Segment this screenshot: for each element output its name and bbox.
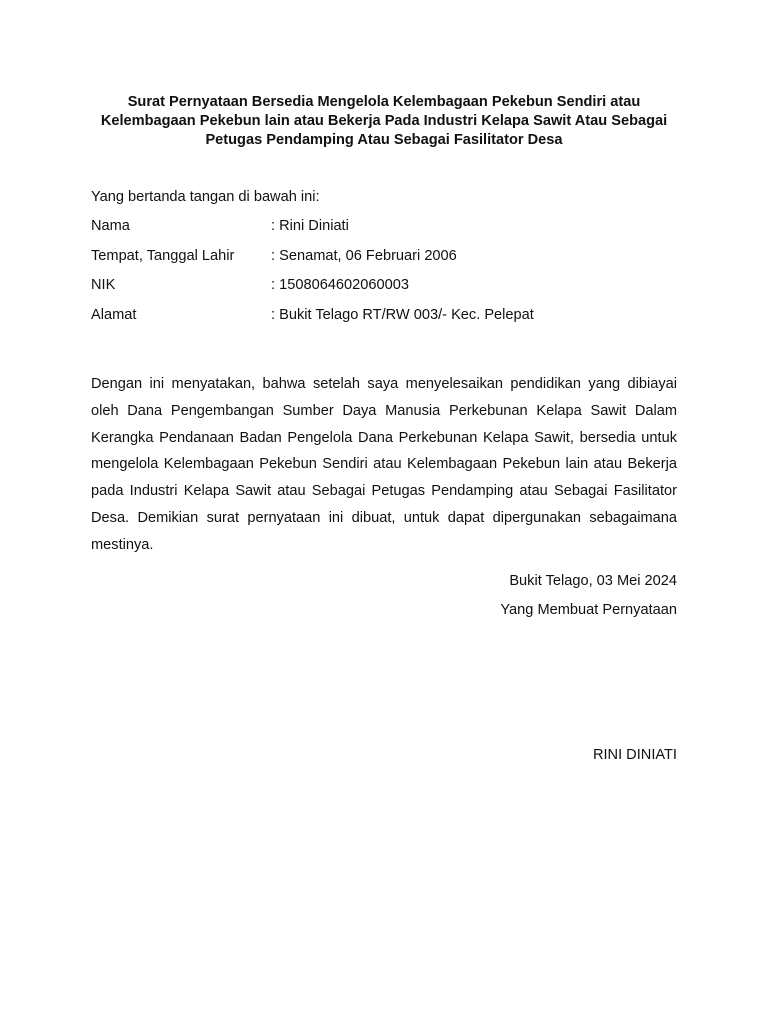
identity-block <box>91 218 691 336</box>
place-date: Bukit Telago, 03 Mei 2024 <box>509 573 677 589</box>
intro-text: Yang bertanda tangan di bawah ini: <box>91 189 320 205</box>
identity-row-nik <box>91 277 691 307</box>
identity-label: Alamat <box>91 306 137 323</box>
identity-row-address <box>91 307 691 337</box>
signature-block <box>500 571 677 629</box>
signer-name: RINI DINIATI <box>592 747 677 763</box>
identity-row-name <box>91 218 691 248</box>
title-line: Surat Pernyataan Bersedia Mengelola Kelembagaan Pekebun Sendiri atau <box>127 94 641 110</box>
title-line: Petugas Pendamping Atau Sebagai Fasilitator Desa <box>205 132 563 148</box>
identity-value: : Rini Diniati <box>271 218 349 234</box>
identity-value: : 1508064602060003 <box>271 277 409 294</box>
statement-paragraph: Dengan ini menyatakan, bahwa setelah saya menyelesaikan pendidikan yang dibiayai oleh Dana Pengembangan Sumber Daya Manusia Perkebunan Kelapa Sawit Dalam Kerangka Pendanaan Badan Pengelola Dana Perkebunan Kelapa Sawit, bersedia untuk mengelola Kelembagaan Pekebun Sendiri atau Kelembagaan Pekebun lain atau Bekerja pada Industri Kelapa Sawit atau Sebagai Petugas Pendamping atau Sebagai Fasilitator Desa. Demikian surat pernyataan ini dibuat, untuk dapat dipergunakan sebagaimana mestinya. <box>91 376 677 553</box>
title-line: Kelembagaan Pekebun lain atau Bekerja Pada Industri Kelapa Sawit Atau Sebagai <box>100 113 668 129</box>
identity-label: NIK <box>91 277 116 294</box>
document-title <box>88 93 680 150</box>
identity-value: : Senamat, 06 Februari 2006 <box>271 247 457 264</box>
identity-label: Tempat, Tanggal Lahir <box>91 247 235 264</box>
identity-value: : Bukit Telago RT/RW 003/- Kec. Pelepat <box>271 306 534 323</box>
signature-caption: Yang Membuat Pernyataan <box>500 602 677 618</box>
identity-row-birth <box>91 248 691 278</box>
identity-label: Nama <box>91 218 130 234</box>
